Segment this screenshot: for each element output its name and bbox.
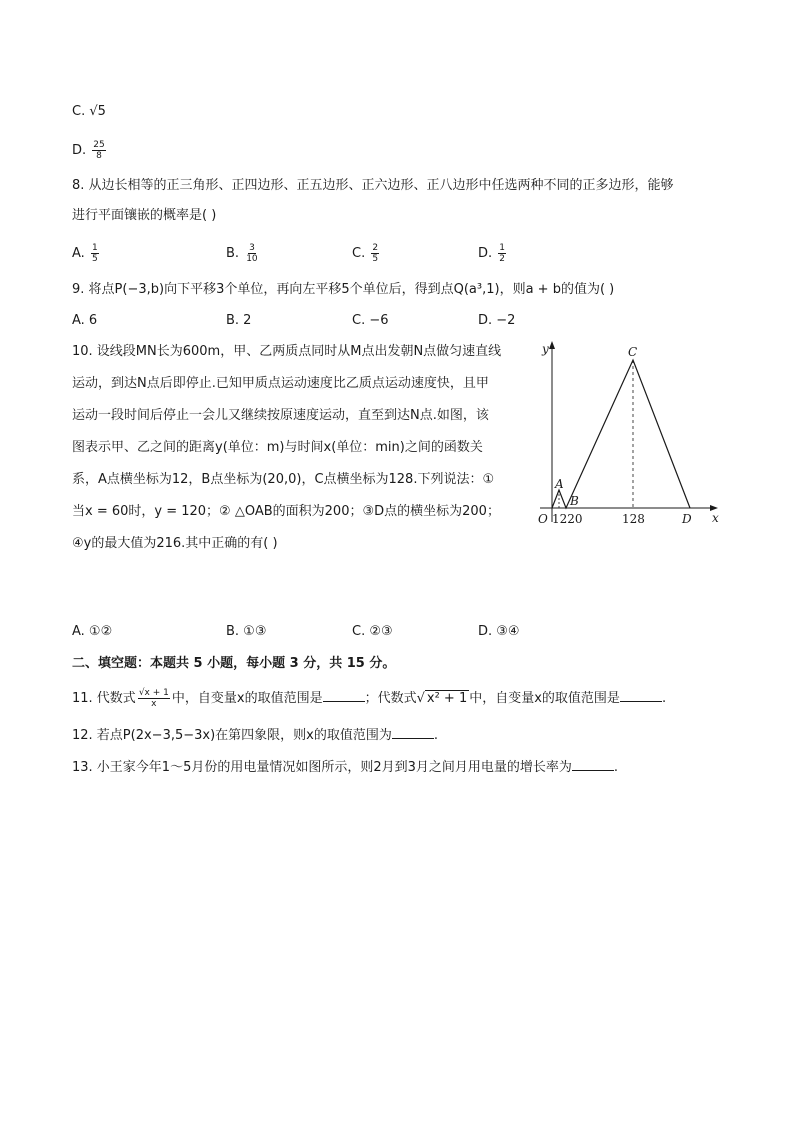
q12-blank[interactable] — [392, 726, 434, 739]
q10-stem-line2: 运动，到达N点后即停止.已知甲质点运动速度比乙质点运动速度快，且甲 — [72, 376, 489, 391]
q12-stem: 12. 若点P(2x−3,5−3x)在第四象限，则x的取值范围为 . — [72, 728, 439, 743]
q13-stem: 13. 小王家今年1～5月份的用电量情况如图所示，则2月到3月之间月用电量的增长率为 . — [72, 760, 619, 775]
q11-stem: 11. 代数式 $\frac{√x + 1}{x}$ 中，自变量x的取值范围是 ；代数式√ x² + 1 中，自变量x的取值范围是 . — [72, 688, 667, 709]
q8-stem-line1: 8. 从边长相等的正三角形、正四边形、正五边形、正六边形、正八边形中任选两种不同的正多边形，能够 — [72, 178, 674, 193]
q7-option-d-label: D. — [72, 143, 87, 158]
q10-graph — [530, 338, 730, 530]
q8-stem-line2: 进行平面镶嵌的概率是( ) — [72, 208, 217, 223]
q10-stem-line3: 运动一段时间后停止一会儿又继续按原速度运动，直至到达N点.如图，该 — [72, 408, 489, 423]
q13-blank[interactable] — [572, 758, 614, 771]
y-axis-arrow — [549, 341, 555, 349]
q10-stem-line5: 系，A点横坐标为12，B点坐标为(20,0)，C点横坐标为128.下列说法：① — [72, 472, 495, 487]
point-b-label: B — [570, 494, 579, 508]
point-d-label: D — [682, 512, 692, 526]
y-axis-label: y — [542, 342, 549, 356]
q7-option-d — [72, 140, 108, 161]
q11-blank-2[interactable] — [620, 689, 662, 702]
section2-title: 二、填空题：本题共 5 小题，每小题 3 分，共 15 分。 — [72, 656, 396, 671]
q7-option-d-fraction: $\frac{25}{8}$ — [93, 140, 105, 161]
q10-stem-line6: 当x = 60时，y = 120；② △OAB的面积为200；③D点的横坐标为200； — [72, 504, 500, 519]
q9-stem: 9. 将点P(−3,b)向下平移3个单位，再向左平移5个单位后，得到点Q(a³,1)，则a + b的值为( ) — [72, 282, 615, 297]
q11-blank-1[interactable] — [323, 689, 365, 702]
q9-option-b: B. 2 — [226, 313, 252, 328]
q10-stem-line1: 10. 设线段MN长为600m，甲、乙两质点同时从M点出发朝N点做匀速直线 — [72, 344, 502, 359]
q9-option-a: A. 6 — [72, 313, 98, 328]
q11-sqrt: √ x² + 1 — [416, 691, 468, 706]
q8-option-a: A. $\frac{1}{5}$ — [72, 243, 98, 264]
origin-label: O — [538, 512, 548, 526]
point-a-label: A — [555, 477, 564, 491]
q9-option-c: C. −6 — [352, 313, 389, 328]
q9-option-d: D. −2 — [478, 313, 516, 328]
point-c-label: C — [628, 345, 638, 359]
q7-option-c: C. √5 — [72, 104, 106, 119]
q10-option-d: D. ③④ — [478, 624, 520, 639]
q10-option-a: A. ①② — [72, 624, 113, 639]
q11-fraction: $\frac{√x + 1}{x}$ — [138, 688, 169, 709]
q10-option-b: B. ①③ — [226, 624, 267, 639]
function-graph — [552, 360, 690, 508]
q10-stem-line7: ④y的最大值为216.其中正确的有( ) — [72, 536, 278, 551]
q8-option-b: B. $\frac{3}{10}$ — [226, 243, 258, 264]
q10-stem-line4: 图表示甲、乙之间的距离y(单位：m)与时间x(单位：min)之间的函数关 — [72, 440, 483, 455]
q8-option-c: C. $\frac{2}{5}$ — [352, 243, 379, 264]
x-axis-label: x — [712, 511, 719, 525]
q10-option-c: C. ②③ — [352, 624, 393, 639]
tick-label-1220: 1220 — [552, 512, 583, 526]
q8-option-d: D. $\frac{1}{2}$ — [478, 243, 506, 264]
tick-label-128: 128 — [622, 512, 645, 526]
